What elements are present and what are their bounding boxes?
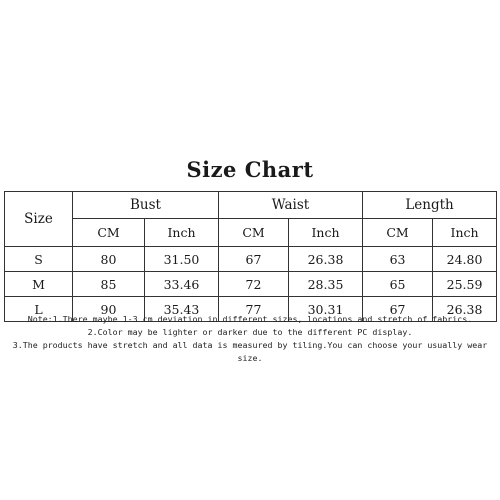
- table-cell: 67: [363, 297, 433, 322]
- waist-header: Waist: [219, 192, 363, 219]
- unit-header: CM: [363, 219, 433, 247]
- table-cell: 63: [363, 247, 433, 272]
- note-line: Note:1.There maybe 1-3 cm deviation in different sizes, locations and stretch of fabrics.: [27, 314, 473, 324]
- unit-header: Inch: [433, 219, 497, 247]
- group-header-row: [5, 192, 497, 219]
- table-cell: 30.31: [289, 297, 363, 322]
- table-cell: 26.38: [289, 247, 363, 272]
- table-cell: 72: [219, 272, 289, 297]
- table-row: [5, 247, 497, 272]
- size-column-header: Size: [5, 192, 73, 247]
- table-cell: 26.38: [433, 297, 497, 322]
- size-chart-table: [4, 191, 497, 322]
- unit-header: Inch: [145, 219, 219, 247]
- table-cell: 24.80: [433, 247, 497, 272]
- table-row: [5, 272, 497, 297]
- table-cell: 77: [219, 297, 289, 322]
- table-cell: 33.46: [145, 272, 219, 297]
- unit-header: Inch: [289, 219, 363, 247]
- unit-header: CM: [219, 219, 289, 247]
- table-cell: 65: [363, 272, 433, 297]
- table-cell: 25.59: [433, 272, 497, 297]
- table-cell: 28.35: [289, 272, 363, 297]
- table-cell: 80: [73, 247, 145, 272]
- size-label: L: [5, 297, 73, 322]
- table-cell: 90: [73, 297, 145, 322]
- size-label: S: [5, 247, 73, 272]
- unit-header: CM: [73, 219, 145, 247]
- size-label: M: [5, 272, 73, 297]
- bust-header: Bust: [73, 192, 219, 219]
- chart-title: Size Chart: [186, 157, 314, 182]
- table-cell: 35.43: [145, 297, 219, 322]
- table-cell: 31.50: [145, 247, 219, 272]
- notes: [0, 313, 500, 365]
- note-line: 3.The products have stretch and all data is measured by tiling.You can choose your usually wear size.: [12, 340, 488, 363]
- length-header: Length: [363, 192, 497, 219]
- table-cell: 85: [73, 272, 145, 297]
- table-cell: 67: [219, 247, 289, 272]
- unit-header-row: [5, 219, 497, 247]
- note-line: 2.Color may be lighter or darker due to the different PC display.: [87, 327, 413, 337]
